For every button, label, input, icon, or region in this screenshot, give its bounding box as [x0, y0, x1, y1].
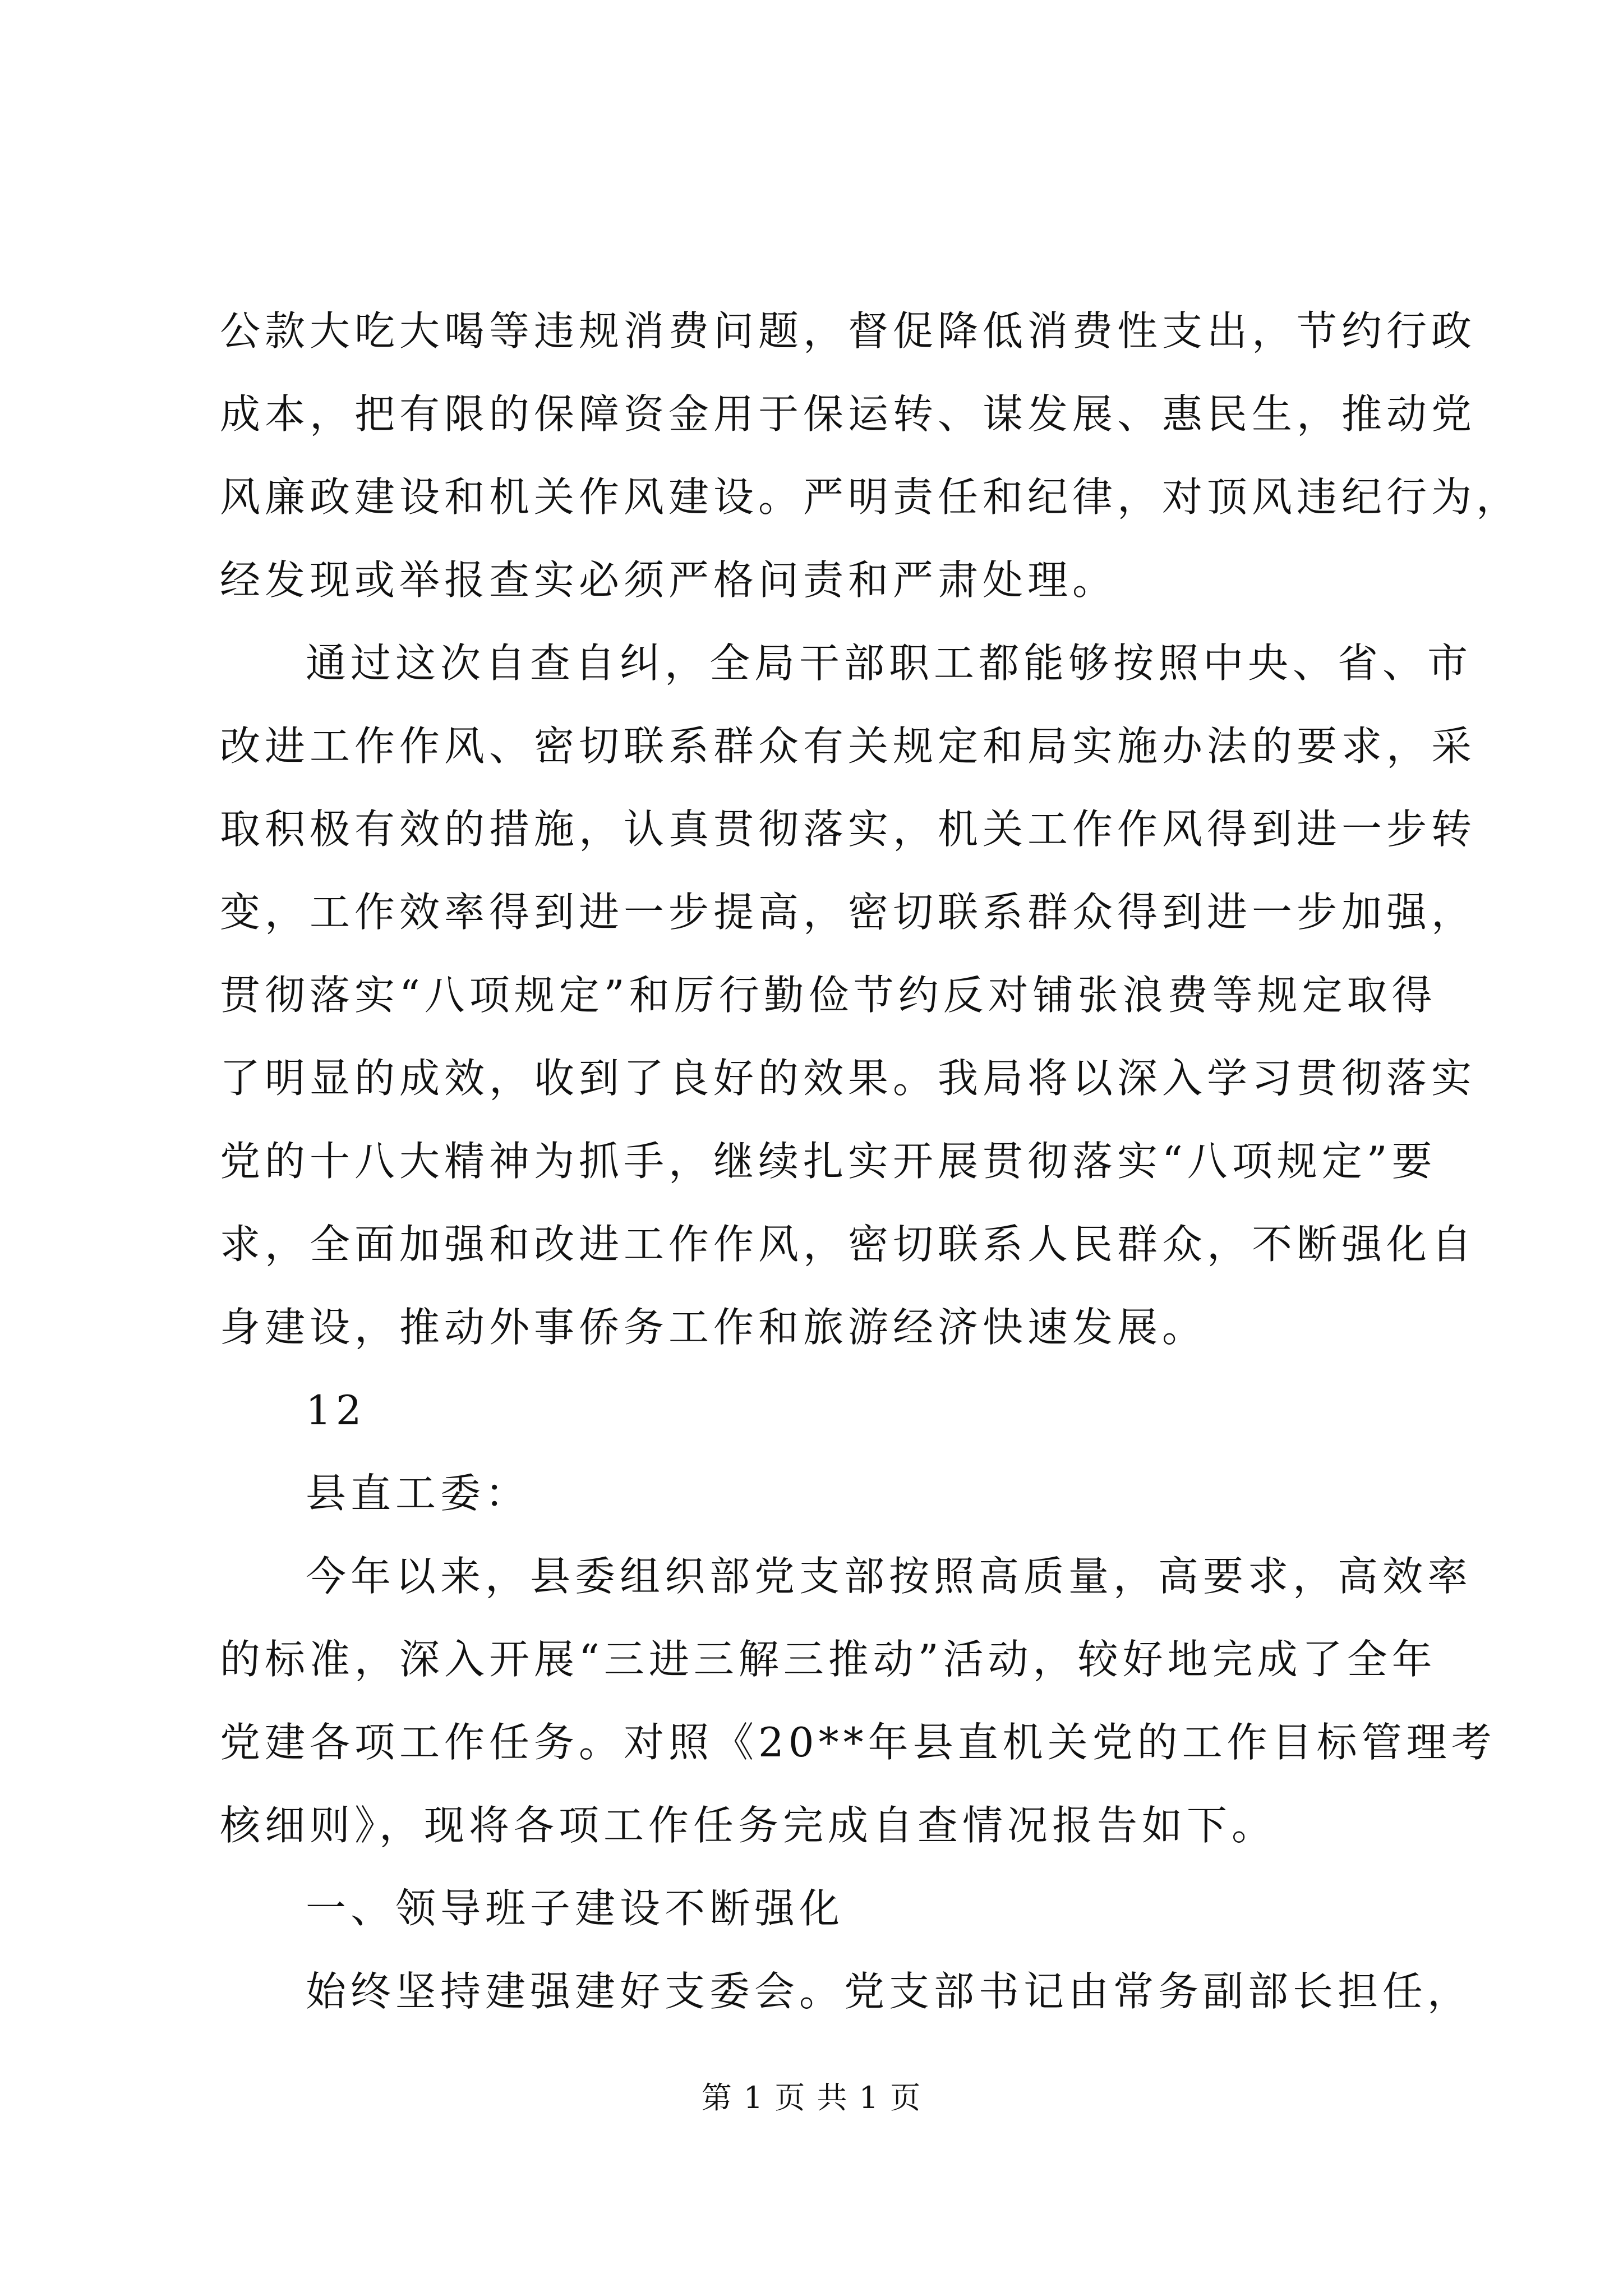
- text-line: 改进工作作风、密切联系群众有关规定和局实施办法的要求，采: [220, 723, 1477, 770]
- text-line: 取积极有效的措施，认真贯彻落实，机关工作作风得到进一步转: [220, 806, 1477, 853]
- text-line: 了明显的成效，收到了良好的效果。我局将以深入学习贯彻落实: [220, 1055, 1477, 1102]
- text-line: 风廉政建设和机关作风建设。严明责任和纪律，对顶风违纪行为，: [220, 473, 1521, 521]
- section-number: 12: [306, 1387, 366, 1434]
- text-line: 经发现或举报查实必须严格问责和严肃处理。: [220, 556, 1118, 604]
- text-line: 贯彻落实“八项规定”和厉行勤俭节约反对铺张浪费等规定取得: [220, 972, 1437, 1019]
- page-footer: 第 1 页 共 1 页: [701, 2080, 922, 2115]
- section-heading: 一、领导班子建设不断强化: [306, 1885, 845, 1932]
- text-line: 公款大吃大喝等违规消费问题，督促降低消费性支出，节约行政: [220, 307, 1477, 355]
- text-line: 变，工作效率得到进一步提高，密切联系群众得到进一步加强，: [220, 889, 1477, 936]
- text-line: 身建设，推动外事侨务工作和旅游经济快速发展。: [220, 1304, 1207, 1351]
- paragraph-start: 始终坚持建强建好支委会。党支部书记由常务副部长担任，: [306, 1968, 1473, 2015]
- text-line: 的标准，深入开展“三进三解三推动”活动，较好地完成了全年: [220, 1636, 1437, 1683]
- paragraph-start: 通过这次自查自纠，全局干部职工都能够按照中央、省、市: [306, 639, 1473, 687]
- text-line: 成本，把有限的保障资金用于保运转、谋发展、惠民生，推动党: [220, 390, 1477, 438]
- salutation: 县直工委：: [306, 1470, 531, 1517]
- text-line: 党的十八大精神为抓手，继续扎实开展贯彻落实“八项规定”要: [220, 1138, 1437, 1185]
- text-line: 核细则》，现将各项工作任务完成自查情况报告如下。: [220, 1802, 1277, 1849]
- text-line: 求，全面加强和改进工作作风，密切联系人民群众，不断强化自: [220, 1221, 1477, 1268]
- text-line: 党建各项工作任务。对照《20**年县直机关党的工作目标管理考: [220, 1719, 1496, 1766]
- paragraph-start: 今年以来，县委组织部党支部按照高质量，高要求，高效率: [306, 1553, 1473, 1600]
